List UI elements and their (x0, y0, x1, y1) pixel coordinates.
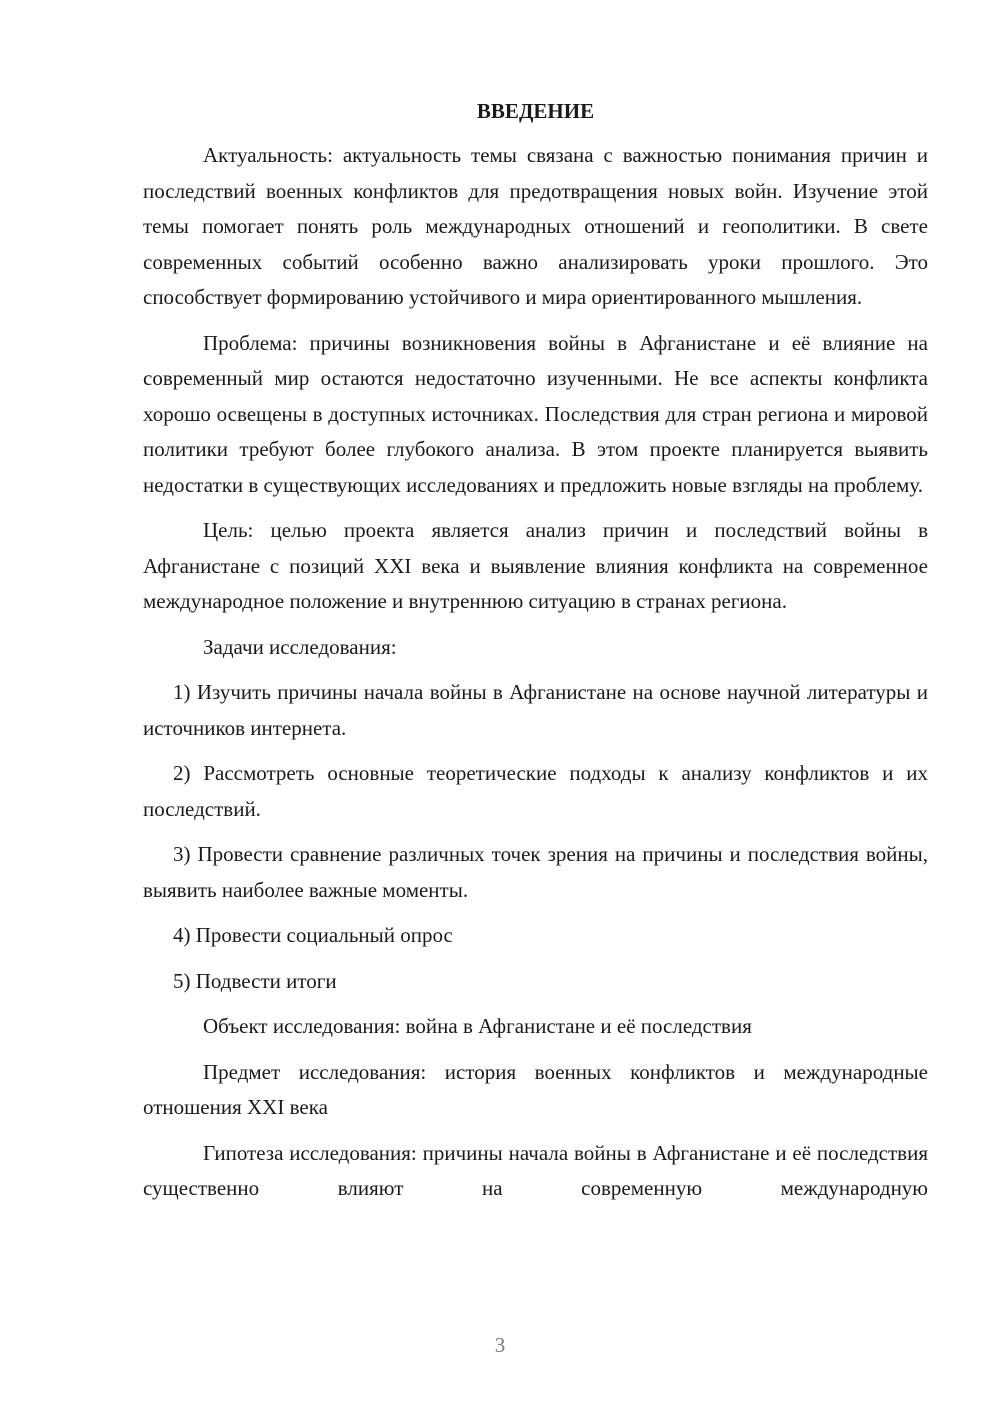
task-item-4: 4) Провести социальный опрос (173, 923, 453, 947)
page-number: 3 (494, 1333, 506, 1357)
goal-paragraph: Цель: целью проекта является анализ причин и последствий войны в Афганистане с позиций XXI века и выявление влияния конфликта на современное международное положение и внутреннюю ситуацию в странах региона. (143, 518, 928, 613)
problem-paragraph: Проблема: причины возникновения войны в Афганистане и её влияние на современный мир остаются недостаточно изученными. Не все аспекты конфликта хорошо освещены в доступных источниках. Последствия для стран региона и мировой политики требуют более глубокого анализа. В этом проекте планируется выявить недостатки в существующих исследованиях и предложить новые взгляды на проблему. (143, 330, 928, 497)
tasks-title: Задачи исследования: (203, 634, 397, 659)
task-item-5: 5) Подвести итоги (173, 968, 337, 993)
document-page (143, 92, 928, 1217)
task-item-3: 3) Провести сравнение различных точек зрения на причины и последствия войны, выявить наиболее важные моменты. (143, 842, 928, 902)
object-paragraph: Объект исследования: война в Афганистане и её последствия (203, 1014, 752, 1038)
task-item-2: 2) Рассмотреть основные теоретические подходы к анализу конфликтов и их последствий. (143, 761, 928, 821)
hypothesis-paragraph: Гипотеза исследования: причины начала войны в Афганистане и её последствия существенно влияют на современную международную (143, 1140, 928, 1200)
subject-paragraph: Предмет исследования: история военных конфликтов и международные отношения XXI века (143, 1059, 928, 1119)
relevance-paragraph: Актуальность: актуальность темы связана с важностью понимания причин и последствий военных конфликтов для предотвращения новых войн. Изучение этой темы помогает понять роль международных отношений и геополитики. В свете современных событий особенно важно анализировать уроки прошлого. Это способствует формированию устойчивого и мира ориентированного мышления. (143, 143, 928, 309)
section-heading: ВВЕДЕНИЕ (476, 99, 595, 123)
task-item-1: 1) Изучить причины начала войны в Афганистане на основе научной литературы и источников интернета. (143, 680, 928, 740)
